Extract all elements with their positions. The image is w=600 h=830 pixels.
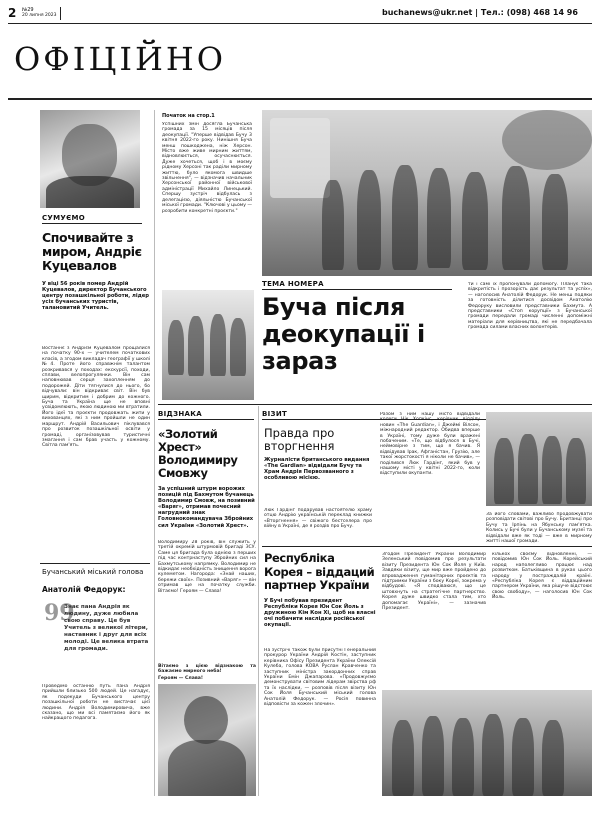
korea-lead: У Бучі побував президент Республіки Корея Юн Сок Йоль з дружиною Кім Кон Хі, щоб на власні очі побачити наслідки російської окупації. xyxy=(264,598,376,629)
korea-title: Республіка Корея – віддаций партнер України xyxy=(264,551,375,592)
delegation-photo xyxy=(262,110,592,276)
award-slogan: Героям — Слава! xyxy=(158,676,203,681)
mayor-body: Проведімо останню путь пана Андрія прийшли близько 500 людей. Це нагадує, як подекуди Бучанського центру позашкільної роботи не вистачає цієї людини. Андрія Володимировича, вже сказано, що ми всі памятаємо його як найкращого педагога. xyxy=(42,684,150,722)
korea-rule xyxy=(262,546,592,547)
journalists-photo xyxy=(486,412,592,506)
contact-line: buchanews@ukr.net | Тел.: (098) 468 14 96 xyxy=(382,8,578,17)
obituary-body: Востаннє з Андрієм Куцевалом прощалися на початку 90-х — учителем початкових класів, а згодом викладач географії у школі №4. Проте його справжнім талантом розкривався у походах: екскурсії, походи, сплави, велопрогулянки. Він сам наповнював серця захопленням до подорожей. Діти тягнулися до нього, бо відчували: він відкриває світ. Він був щирим, відкритим і добрим до кожного. Бучa та Україна ще не вповні усвідомлюють, якою людиною ми втратили. Його ідеї та проєкти продовжать жити у вихованцях, які з ним пройшли не один маршрут. Андрій Васильович піклувався про розвиток позашкільної освіти у громаді, організовував туристичні змагання і сам брав участь у кожному. Світла пам'ять. xyxy=(42,346,150,449)
korea-body-left: На зустрічі також були присутні Генеральний прокурор України Андрій Костін, заступник керівника Офісу Президента України Олексій Кулеба, голова КОВА Руслан Кравченко та заступник міністра закордонних справ України Емін Джапарова. «Продовжуємо демонструвати світовим лідерам звірства рф та їх наслідки, — розповів після візиту Юн Сок Йоля Бучанський міський голова Анатолій Федорук. — Росія повинна відповісти за кожен злочин». xyxy=(264,648,376,708)
korea-body-right: кількох своєму відновленні, — повідомив Юн Сок Йоль. Корейський народ наполегливо працює над розвитком. Батьківщина в руках цього народу у постраждалій країні. «Республіка Корея є віддаційним партнером України, яка рішуче відстоює свою свободу», — наголосив Юн Сок Йоль. xyxy=(492,552,592,601)
visit-body-right: За його словами, важливо продовжувати розповідати світові про Бучу. Британці про Бучу та Ірпінь на Ябунську пам'ятка. Колись у Бучі були у Бучанському музеї та відвідали вже як тоді — вже в мирному житті нашої громади. xyxy=(486,512,592,544)
column-rule-2 xyxy=(258,406,259,796)
quote-mark-icon: 99 xyxy=(44,600,75,626)
visit-body-left: Люк Гардінг подарував настоятелю храму отцю Андрію українській переклад книжки «Вторгнення» — свіжого бестселера про війну в Україні, де я роздів про Бучу. xyxy=(264,508,372,530)
obituary-kicker: СУМУЄМО xyxy=(42,214,142,224)
issue-date: 20 липня 2023 xyxy=(22,13,57,18)
header-rule xyxy=(8,23,592,24)
award-body: Володимиру 28 років, він служить у третій окремій штурмовій бригаді ЗСУ. Саме ця бригада була однією з перших під час контрнаступу Збройних сил на Бахмутському напрямку. Володимир не відкидає необхідність знищення ворога кулеметом. Нагорода: «Знай наших, бережи своїх». Позивний «Варяг» — він отримав ще на початку служби. Вітаємо! Героям — Слава! xyxy=(158,540,256,594)
feature-right-column: ти і самі їх пропонували допомогу. Планує така відкритість і прозорість дає результат та успіх», — наголосив Анатолій Федорук. Не менш подяки за готовність ділитися досвідом Анатолію Федоруку висловили представники Бахмута. А представники «Стоп корупції» з Бучанської громади передали громаді численні допоміжні матеріали для керівництва, які не передбачала громада силами власних волонтерів. xyxy=(468,282,592,331)
obituary-portrait xyxy=(40,110,140,208)
award-kicker: ВІДЗНАКА xyxy=(158,410,254,420)
feature-kicker: ТЕМА НОМЕРА xyxy=(262,280,452,290)
award-lead: За успішний штурм ворожих позицій під Бахмутом бучанець Володимир Смовж, на позивний «Варяг», отримав почесний нагрудний знак Головнокомандувача Збройних сил України «Золотий Хрест». xyxy=(158,486,255,529)
continuation-body: Успішних змін досягла Бучанська громада за 15 місяців після деокупації. "Уперше відвідав Бучу 3 квітня 2022-го року. Нинішня Буча менш пошкоджена, ніж Херсон. Місто вже живе мирним життям, відновлюється, осучаснюється. Дуже хочеться, щоб і в моєму рідному Херсоні так раділи мирному життю, було якомога швидше звільнення", — відзначив начальник Херсонської районної військової адміністрації Михайло Линецький. Спершу зустріч відбулась з делегацією, діяльністю Бучанської міської громади. "Ключові у цьому — розробити конкретні проєкти." xyxy=(162,122,252,214)
obituary-title: Спочивайте з миром, Андріє Куцевалов xyxy=(42,230,142,273)
page-number: 2 xyxy=(8,6,17,20)
award-greeting: Вітаємо з цією відзнакою та бажаємо мирного неба! xyxy=(158,664,256,675)
column-rule xyxy=(154,110,155,796)
continuation-label: Початок на стор.1 xyxy=(162,113,215,119)
soldier-photo xyxy=(158,684,256,796)
obituary-lead: У віці 56 років помер Андрій Куцевалов, директор Бучанського центру позашкільної роботи, лідер усіх бучанських туристів, талановитий Учитель. xyxy=(42,281,150,312)
visit-kicker: ВІЗИТ xyxy=(262,410,592,420)
section-title: ОФІЦІЙНО xyxy=(14,40,227,78)
visit-title: Правда про вторгнення xyxy=(264,426,335,453)
mayor-quote: Знає пана Андрія як людину, дуже любила свою справу. Це був Учитель з великої літери, наставник і друг для всіх молоді. Це велика втрата для громади. xyxy=(64,604,149,652)
visit-body-middle: Разом з ним нашу місто відвідали колеги Нік Хопкінс, керівник відділу новин «The Guardian», і Джеймі Вілсон, міжнародний редактор. Обидва вперше в Україні, тому дуже були вражені побаченим. «Те, що відбулося в Бучі, неймовірне з тим, що я бачив. Я відвідував Ірак, Афганістан, Грузію, але такої жорстокості я ніколи не бачив», — поділився Люк Гардінг, який був у нашому місті у квітні 2022-го, коли відступили окупанти. xyxy=(380,412,480,477)
mayor-label: Бучанський міський голова xyxy=(42,568,144,576)
korea-delegation-photo xyxy=(382,690,592,796)
korea-body-middle: Згодом Президент України Володимир Зеленський повідомив про результати візиту Президента Юн Сок Йоля у Київ. Завдяки візиту, ще мир вже пройдено до впровадження гуманітарних проєктів та підтримки України з боку Кореї, зокрема у відбудові. «Я сподіваюся, що це штовхнуть на стратегічне партнерство. Корея дуже швидко стала тим, хто допомагає Україні», — зазначив Президент. xyxy=(382,552,486,612)
mayor-name: Анатолій Федорук: xyxy=(42,585,126,594)
visit-lead: Журналісти британського видання «The Gardian» відвідали Бучу та Храм Андрія Первозванного з особливою місією. xyxy=(264,457,370,482)
header-divider xyxy=(60,7,61,20)
band-rule xyxy=(158,404,592,405)
meeting-photo xyxy=(162,290,254,400)
section-rule xyxy=(8,98,592,100)
award-title: «Золотий Хрест» Володимиру Смовжу xyxy=(158,427,238,480)
feature-title: Буча після деокупації і зараз xyxy=(262,293,425,375)
quote-box-top xyxy=(40,563,150,564)
issue-number: №29 xyxy=(22,7,34,13)
